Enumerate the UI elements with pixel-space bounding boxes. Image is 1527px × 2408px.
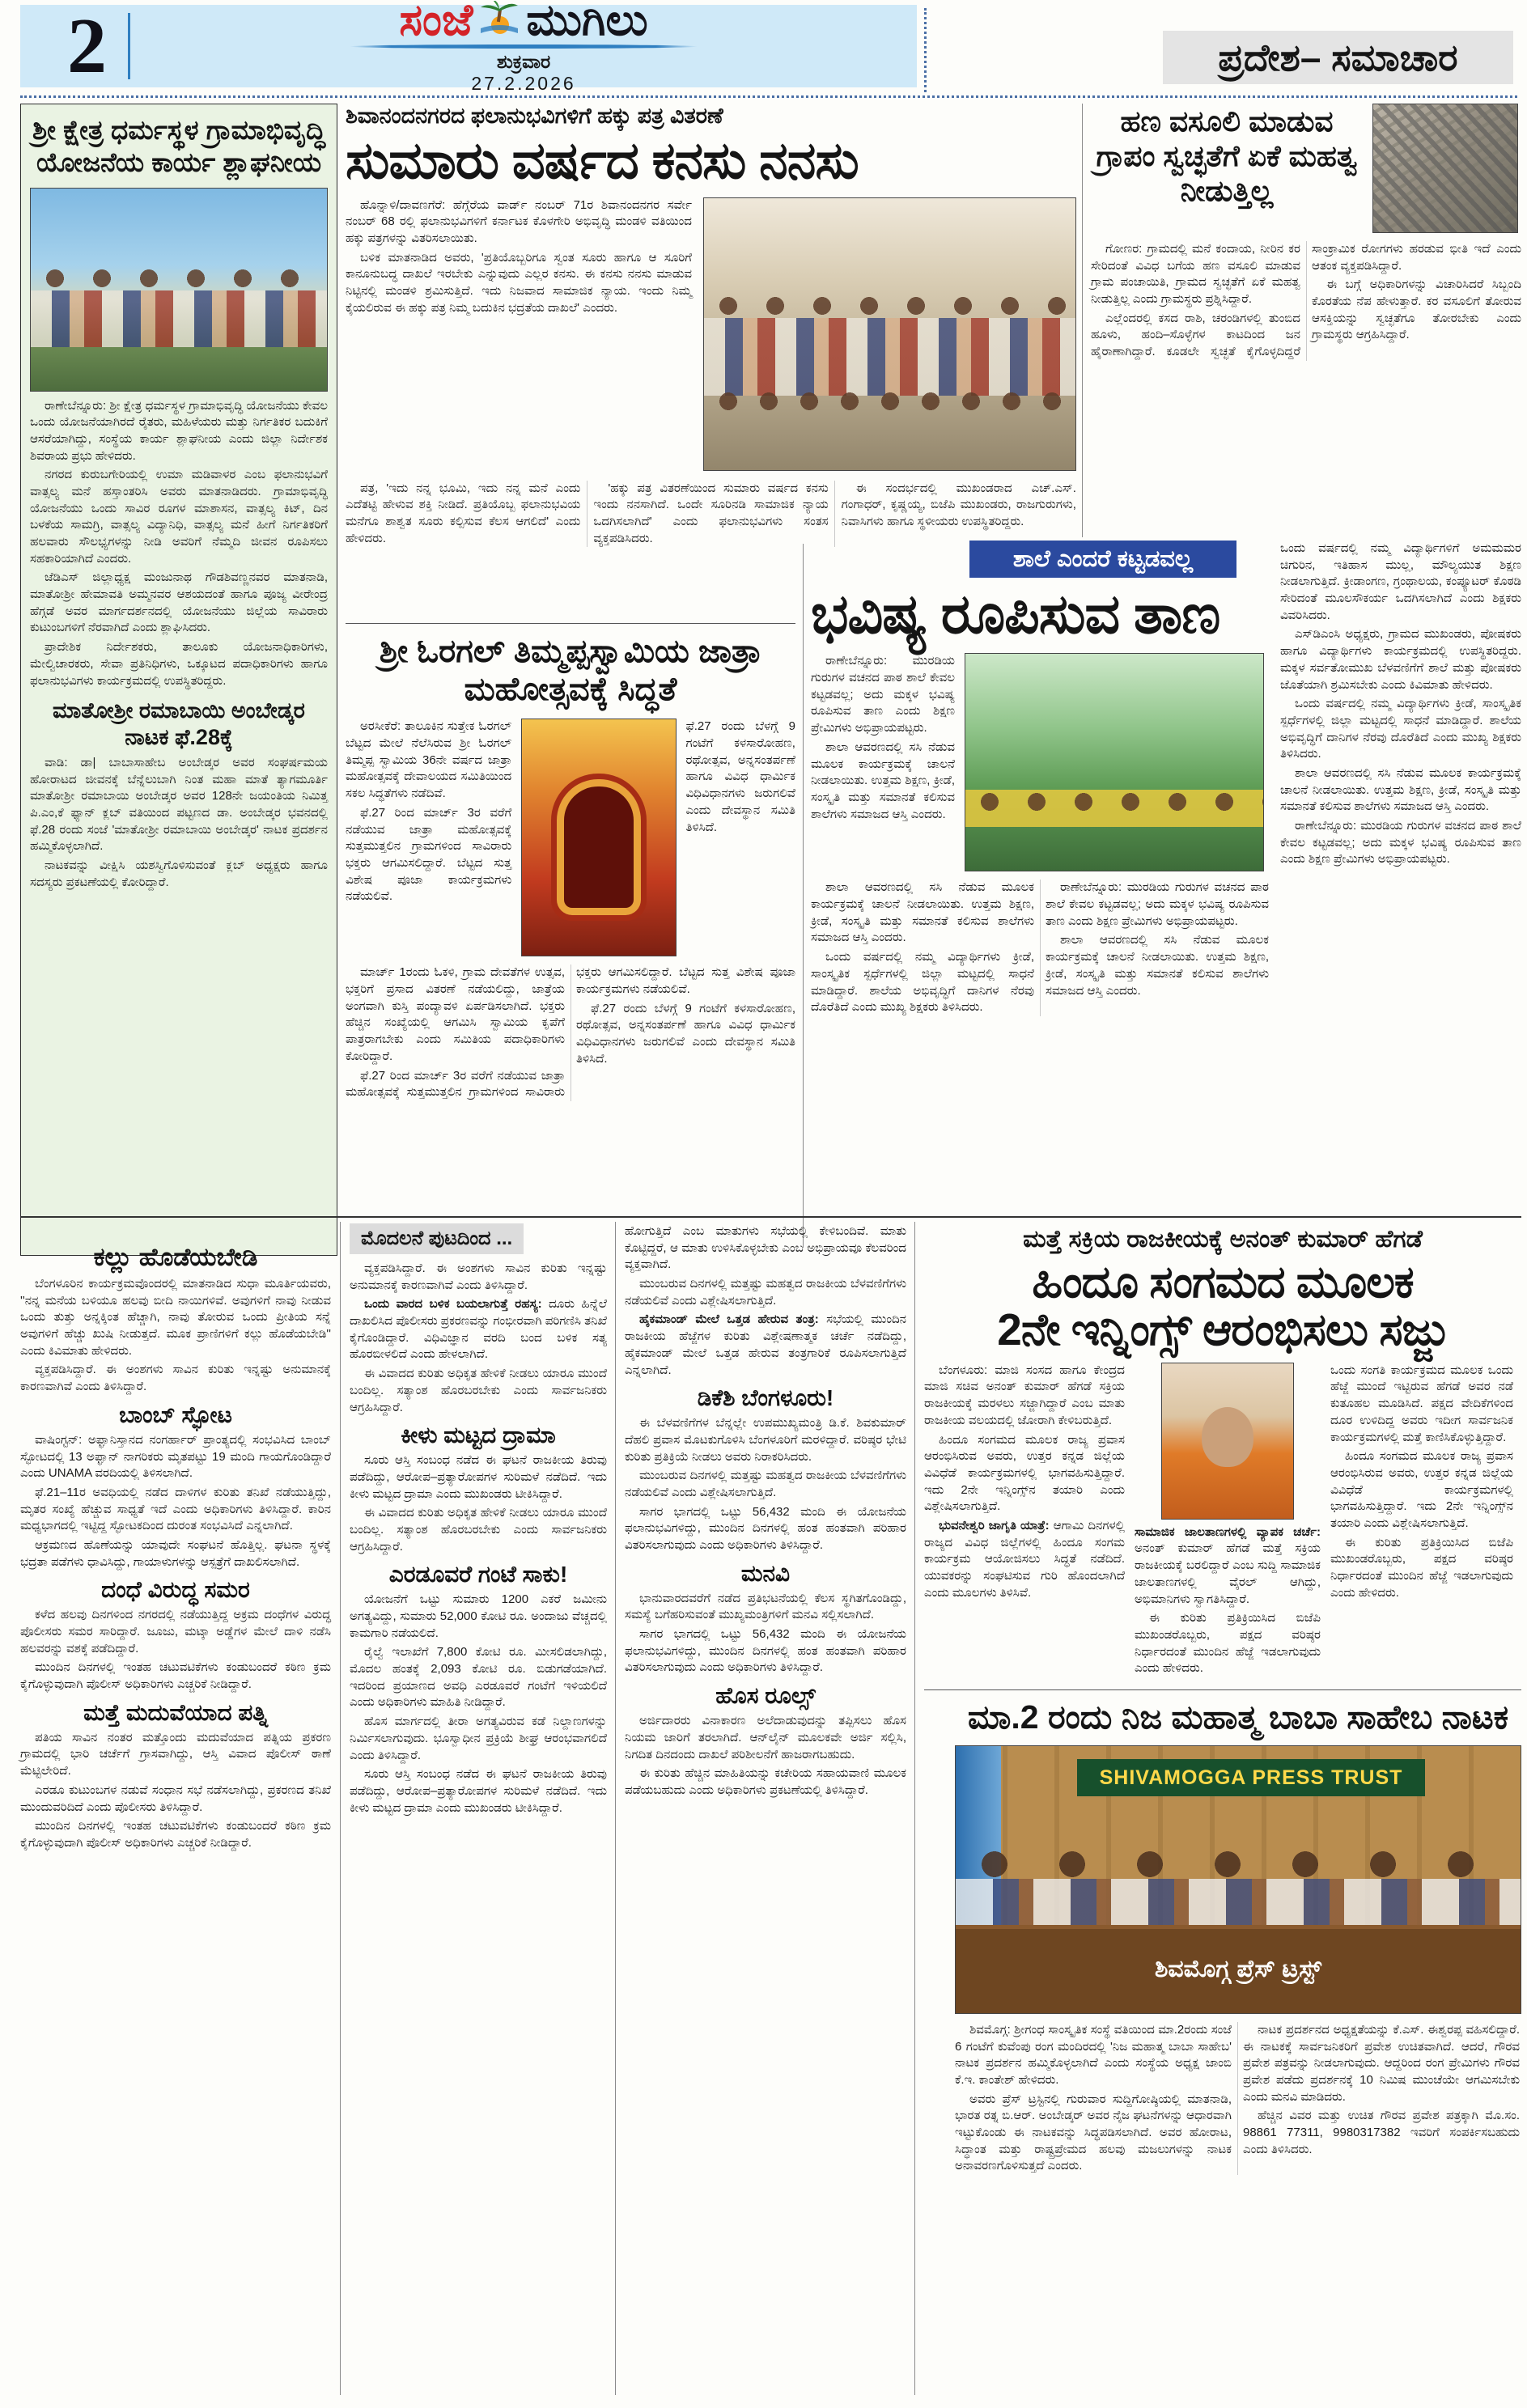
body-paragraph: ಈ ಸಂದರ್ಭದಲ್ಲಿ ಮುಖಂಡರಾದ ಎಚ್.ಎಸ್. ಗಂಗಾಧರ್, ಕೃಷ್ಣಯ್ಯ, ಬಿಜೆಪಿ ಮುಖಂಡರು, ರಾಜಗುರುಗಳು, ನಿವಾಸಿಗಳು ಹಾಗೂ ಸ್ಥಳೀಯರು ಉಪಸ್ಥಿತರಿದ್ದರು. [841,481,1076,528]
body-paragraph: ಸಾಗರ ಭಾಗದಲ್ಲಿ ಒಟ್ಟು 56,432 ಮಂದಿ ಈ ಯೋಜನೆಯ ಫಲಾನುಭವಿಗಳಿದ್ದು, ಮುಂದಿನ ದಿನಗಳಲ್ಲಿ ಹಂತ ಹಂತವಾಗಿ ಪರಿಹಾರ ವಿತರಿಸಲಾಗುವುದು ಎಂದು ಅಧಿಕಾರಿಗಳು ತಿಳಿಸಿದ್ದಾರೆ. [625,1627,906,1675]
body-paragraph: ಒಂದು ವರ್ಷದಲ್ಲಿ ನಮ್ಮ ವಿದ್ಯಾರ್ಥಿಗಳು ಕ್ರೀಡೆ, ಸಾಂಸ್ಕೃತಿಕ ಸ್ಪರ್ಧೆಗಳಲ್ಲಿ ಜಿಲ್ಲಾ ಮಟ್ಟದಲ್ಲಿ ಸಾಧನೆ ಮಾಡಿದ್ದಾರೆ. ಶಾಲೆಯ ಅಭಿವೃದ್ಧಿಗೆ ದಾನಿಗಳ ನೆರವು ದೊರೆತಿದೆ ಎಂದು ಮುಖ್ಯ ಶಿಕ್ಷಕರು ತಿಳಿಸಿದರು. [1280,697,1521,761]
publication-day: ಶುಕ್ರವಾರ [496,50,551,72]
body-paragraph: ಎರಡೂ ಕುಟುಂಬಗಳ ನಡುವೆ ಸಂಧಾನ ಸಭೆ ನಡೆಸಲಾಗಿದ್ದು, ಪ್ರಕರಣದ ತನಿಖೆ ಮುಂದುವರಿದಿದೆ ಎಂದು ಪೊಲೀಸರು ತಿಳಿಸಿದ್ದಾರೆ. [20,1783,331,1814]
headline-hana-vasuli: ಹಣ ವಸೂಲಿ ಮಾಡುವ ಗ್ರಾಪಂ ಸ್ವಚ್ಛತೆಗೆ ಏಕೆ ಮಹತ್ವ ನೀಡುತ್ತಿಲ್ಲ [1096,104,1358,208]
body-paragraph: ಹೆಚ್ಚಿನ ವಿವರ ಮತ್ತು ಉಚಿತ ಗೌರವ ಪ್ರವೇಶ ಪತ್ರಕ್ಕಾಗಿ ಮೊ.ಸಂ. 98861 77311, 9980317382 ಇವರಿಗೆ ಸಂಪರ್ಕಿಸಬಹುದು ಎಂದು ತಿಳಿಸಿದರು. [1243,2109,1520,2156]
masthead-dotted-divider [924,8,927,92]
body-pa ragraph: ಶಾಲಾ ಆವರಣದಲ್ಲಿ ಸಸಿ ನೆಡುವ ಮೂಲಕ ಕಾರ್ಯಕ್ರಮಕ್ಕೆ ಚಾಲನೆ ನೀಡಲಾಯಿತು. ಉತ್ತಮ ಶಿಕ್ಷಣ, ಕ್ರೀಡೆ, ಸಂಸ್ಕೃತಿ ಮತ್ತು ಸಮಾನತೆ ಕಲಿಸುವ ಶಾಲೆಗಳು ಸಮಾಜದ ಆಸ್ತಿ ಎಂದರು. [811,880,1034,945]
photo-deity-timmappa [521,719,676,956]
article-hana-vasuli [1091,104,1521,361]
body-paragraph: ರಾಣೇಬೆನ್ನೂರು: ಮುರಡಿಯ ಗುರುಗಳ ವಚನದ ಪಾಠ ಶಾಲೆ ಕೇವಲ ಕಟ್ಟಡವಲ್ಲ; ಅದು ಮಕ್ಕಳ ಭವಿಷ್ಯ ರೂಪಿಸುವ ತಾಣ ಎಂದು ಶಿಕ್ಷಣ ಪ್ರೇಮಿಗಳು ಅಭಿಪ್ರಾಯಪಟ್ಟರು. [1280,819,1521,867]
newspaper-logo [130,0,917,44]
body-paragraph: ಒಂದು ವರ್ಷದಲ್ಲಿ ನಮ್ಮ ವಿದ್ಯಾರ್ಥಿಗಳಿಗೆ ಅಮಮಮರ ಚಿಗುರಿನ, ಇತಿಹಾಸ ಮುಲ್ಲ, ಮೌಲ್ಯಯುತ ಶಿಕ್ಷಣ ನೀಡಲಾಗುತ್ತಿದೆ. ಕ್ರೀಡಾಂಗಣ, ಗ್ರಂಥಾಲಯ, ಕಂಪ್ಯೂಟರ್ ಕೊಠಡಿ ಸೇರಿದಂತೆ ಮೂಲಸೌಕರ್ಯ ಒದಗಿಸಲಾಗಿದೆ ಎಂದು ಶಿಕ್ಷಕರು ವಿವರಿಸಿದರು. [1280,541,1521,622]
baba-saheb-body [955,2022,1520,2175]
body-paragraph: ರಾಣೇಬೆನ್ನೂರು: ಶ್ರೀ ಕ್ಷೇತ್ರ ಧರ್ಮಸ್ಥಳ ಗ್ರಾಮಾಭಿವೃದ್ಧಿ ಯೋಜನೆಯು ಕೇವಲ ಒಂದು ಯೋಜನೆಯಾಗಿರದೆ ರೈತರು, ಮಹಿಳೆಯರು ಮತ್ತು ನಿರ್ಗತಿಕರ ಬದುಕಿಗೆ ಆಸರೆಯಾಗಿದ್ದು, ಸಂಸ್ಥೆಯ ಕಾರ್ಯ ಶ್ಲಾಘನೀಯ ಎಂದು ಜಿಲ್ಲಾ ನಿರ್ದೇಶಕ ಶಿವರಾಯ ಪ್ರಭು ಹೇಳಿದರು. [30,398,328,463]
column-rule [615,1222,616,2395]
logo-text-second: ಮುಗಿಲು [526,0,648,45]
body-paragraph: ಮುಂದಿನ ದಿನಗಳಲ್ಲಿ ಇಂತಹ ಚಟುವಟಿಕೆಗಳು ಕಂಡುಬಂದರೆ ಕಠಿಣ ಕ್ರಮ ಕೈಗೊಳ್ಳುವುದಾಗಿ ಪೊಲೀಸ್ ಅಧಿಕಾರಿಗಳು ಎಚ್ಚರಿಕೆ ನೀಡಿದ್ದಾರೆ. [20,1819,331,1850]
article-hakkupatra [346,104,1076,547]
body-paragraph: ಈ ಬಗ್ಗೆ ಅಧಿಕಾರಿಗಳನ್ನು ವಿಚಾರಿಸಿದರೆ ಸಿಬ್ಬಂದಿ ಕೊರತೆಯ ನೆಪ ಹೇಳುತ್ತಾರೆ. ಕರ ವಸೂಲಿಗೆ ತೋರುವ ಆಸಕ್ತಿಯನ್ನು ಸ್ವಚ್ಛತೆಗೂ ತೋರಬೇಕು ಎಂದು ಗ್ರಾಮಸ್ಥರು ಆಗ್ರಹಿಸಿದ್ದಾರೆ. [1312,278,1521,342]
body-paragraph: 'ಹಕ್ಕು ಪತ್ರ ವಿತರಣೆಯಿಂದ ಸುಮಾರು ವರ್ಷದ ಕನಸು ಇಂದು ನನಸಾಗಿದೆ. ಒಂದೇ ಸೂರಿನಡಿ ಸಾಮಾಜಿಕ ನ್ಯಾಯ ಒದಗಿಸಲಾಗಿದೆ' ಎಂದು ಫಲಾನುಭವಿಗಳು ಸಂತಸ ವ್ಯಕ್ತಪಡಿಸಿದರು. [593,481,829,545]
photo-vatsalya-house-handover [30,188,328,392]
body-paragraph: ಈ ಕುರಿತು ಪ್ರತಿಕ್ರಿಯಿಸಿದ ಬಿಜೆಪಿ ಮುಖಂಡರೊಬ್ಬರು, ಪಕ್ಷದ ವರಿಷ್ಠರ ನಿರ್ಧಾರದಂತೆ ಮುಂದಿನ ಹೆಜ್ಜೆ ಇಡಲಾಗುವುದು ಎಂದು ಹೇಳಿದರು. [1330,1535,1513,1600]
top-dotted-rule [20,95,1517,98]
column-rule [914,1222,915,2395]
headline-baba-saheb: ಮಾ.2 ರಂದು ನಿಜ ಮಹಾತ್ಮ ಬಾಬಾ ಸಾಹೇಬ ನಾಟಕ [967,1698,1509,1736]
body-paragraph: ವ್ಯಕ್ತಪಡಿಸಿದ್ದಾರೆ. ಈ ಅಂಶಗಳು ಸಾವಿನ ಕುರಿತು ಇನ್ನಷ್ಟು ಅನುಮಾನಕ್ಕೆ ಕಾರಣವಾಗಿವೆ ಎಂದು ತಿಳಿಸಿದ್ದಾರೆ. [350,1261,607,1292]
body-paragraph: ಹೋಗುತ್ತಿದೆ ಎಂಬ ಮಾತುಗಳು ಸಭೆಯಲ್ಲಿ ಕೇಳಿಬಂದಿವೆ. ಮಾತು ಕೊಟ್ಟಿದ್ದರೆ, ಆ ಮಾತು ಉಳಿಸಿಕೊಳ್ಳಬೇಕು ಎಂಬ ಅಭಿಪ್ರಾಯವೂ ಕೆಲವರಿಂದ ವ್ಯಕ್ತವಾಗಿದೆ. [625,1224,906,1272]
body-paragraph: ಸಾಗರ ಭಾಗದಲ್ಲಿ ಒಟ್ಟು 56,432 ಮಂದಿ ಈ ಯೋಜನೆಯ ಫಲಾನುಭವಿಗಳಿದ್ದು, ಮುಂದಿನ ದಿನಗಳಲ್ಲಿ ಹಂತ ಹಂತವಾಗಿ ಪರಿಹಾರ ವಿತರಿಸಲಾಗುವುದು ಎಂದು ಅಧಿಕಾರಿಗಳು ತಿಳಿಸಿದ್ದಾರೆ. [625,1504,906,1552]
logo-text-first: ಸಂಜೆ [399,0,473,45]
body-paragraph: ಬಳಿಕ ಮಾತನಾಡಿದ ಅವರು, 'ಪ್ರತಿಯೊಬ್ಬರಿಗೂ ಸ್ವಂತ ಸೂರು ಹಾಗೂ ಆ ಸೂರಿಗೆ ಕಾನೂನುಬದ್ಧ ದಾಖಲೆ ಇರಬೇಕು ಎನ್ನುವುದು ಎಲ್ಲರ ಕನಸು. ಈ ಕನಸು ನನಸು ಮಾಡುವ ನಿಟ್ಟಿನಲ್ಲಿ ಮಂಡಳಿ ಶ್ರಮಿಸುತ್ತಿದೆ. ಇದು ನಿಜವಾದ ಸಾಮಾಜಿಕ ನ್ಯಾಯ. ಇಂದು ನಿಮ್ಮ ಕೈಯಲಿರುವ ಈ ಹಕ್ಕು ಪತ್ರ ನಿಮ್ಮ ಬದುಕಿನ ಭದ್ರತೆಯ ದಾಖಲೆ' ಎಂದರು. [346,250,692,315]
subhead-maduve-pathni: ಮತ್ತೆ ಮದುವೆಯಾದ ಪತ್ನಿ [83,1699,268,1725]
body-paragraph: ಫೆ.27 ರಂದು ಬೆಳಗ್ಗೆ 9 ಗಂಟೆಗೆ ಕಳಸಾರೋಹಣ, ರಥೋತ್ಸವ, ಅನ್ನಸಂತರ್ಪಣೆ ಹಾಗೂ ವಿವಿಧ ಧಾರ್ಮಿಕ ವಿಧಿವಿಧಾನಗಳು ಜರುಗಲಿವೆ ಎಂದು ದೇವಸ್ಥಾನ ಸಮಿತಿ ತಿಳಿಸಿದೆ. [576,1001,795,1066]
body-paragraph: ಒಂದು ವರ್ಷದಲ್ಲಿ ನಮ್ಮ ವಿದ್ಯಾರ್ಥಿಗಳು ಕ್ರೀಡೆ, ಸಾಂಸ್ಕೃತಿಕ ಸ್ಪರ್ಧೆಗಳಲ್ಲಿ ಜಿಲ್ಲಾ ಮಟ್ಟದಲ್ಲಿ ಸಾಧನೆ ಮಾಡಿದ್ದಾರೆ. ಶಾಲೆಯ ಅಭಿವೃದ್ಧಿಗೆ ದಾನಿಗಳ ನೆರವು ದೊರೆತಿದೆ ಎಂದು ಮುಖ್ಯ ಶಿಕ್ಷಕರು ತಿಳಿಸಿದರು. [811,950,1034,1015]
publication-date: 27.2.2026 [471,72,576,94]
body-paragraph: ಎಸ್‌ಡಿಎಂಸಿ ಅಧ್ಯಕ್ಷರು, ಗ್ರಾಮದ ಮುಖಂಡರು, ಪೋಷಕರು ಹಾಗೂ ವಿದ್ಯಾರ್ಥಿಗಳು ಕಾರ್ಯಕ್ರಮದಲ್ಲಿ ಉಪಸ್ಥಿತರಿದ್ದರು. ಮಕ್ಕಳ ಸರ್ವತೋಮುಖ ಬೆಳವಣಿಗೆಗೆ ಶಾಲೆ ಮತ್ತು ಪೋಷಕರು ಜೊತೆಯಾಗಿ ಶ್ರಮಿಸಬೇಕು ಎಂದು ಕಿವಿಮಾತು ಹೇಳಿದರು. [1280,627,1521,692]
bold-lead: ಒಂದು ವಾರದ ಬಳಿಕ ಬಯಲಾಗುತ್ತೆ ರಹಸ್ಯ: [364,1297,542,1312]
masthead [20,0,917,94]
body-paragraph: ಬೆಂಗಳೂರು: ಮಾಜಿ ಸಂಸದ ಹಾಗೂ ಕೇಂದ್ರದ ಮಾಜಿ ಸಚಿವ ಅನಂತ್ ಕುಮಾರ್ ಹೆಗಡೆ ಸಕ್ರಿಯ ರಾಜಕೀಯಕ್ಕೆ ಮರಳಲು ಸಜ್ಜಾಗಿದ್ದಾರೆ ಎಂಬ ಮಾತು ರಾಜಕೀಯ ವಲಯದಲ್ಲಿ ಜೋರಾಗಿ ಕೇಳಿಬರುತ್ತಿದೆ. [924,1363,1125,1427]
body-paragraph: ಭುವನೇಶ್ವರಿ ಜಾಗೃತಿ ಯಾತ್ರೆ: ಆಗಾಮಿ ದಿನಗಳಲ್ಲಿ ರಾಜ್ಯದ ವಿವಿಧ ಜಿಲ್ಲೆಗಳಲ್ಲಿ ಹಿಂದೂ ಸಂಗಮ ಕಾರ್ಯಕ್ರಮ ಆಯೋಜಿಸಲು ಸಿದ್ಧತೆ ನಡೆದಿದೆ. ಯುವಕರನ್ನು ಸಂಘಟಿಸುವ ಗುರಿ ಹೊಂದಲಾಗಿದೆ ಎಂದು ಮೂಲಗಳು ತಿಳಿಸಿವೆ. [924,1518,1125,1600]
subhead-eraduvare-gante: ಎರಡೂವರೆ ಗಂಟೆ ಸಾಕು! [388,1562,568,1588]
body-paragraph: ಹಿಂದೂ ಸಂಗಮದ ಮೂಲಕ ರಾಜ್ಯ ಪ್ರವಾಸ ಆರಂಭಿಸಿರುವ ಅವರು, ಉತ್ತರ ಕನ್ನಡ ಜಿಲ್ಲೆಯ ವಿವಿಧೆಡೆ ಕಾರ್ಯಕ್ರಮಗಳಲ್ಲಿ ಭಾಗವಹಿಸುತ್ತಿದ್ದಾರೆ. ಇದು 2ನೇ ಇನ್ನಿಂಗ್ಸ್‌ನ ತಯಾರಿ ಎಂದು ವಿಶ್ಲೇಷಿಸಲಾಗುತ್ತಿದೆ. [1330,1449,1513,1530]
kicker-hegde: ಮತ್ತೆ ಸಕ್ರಿಯ ರಾಜಕೀಯಕ್ಕೆ ಅನಂತ್ ಕುಮಾರ್ ಹೆಗಡೆ [1023,1226,1423,1253]
body-paragraph: ಮಾರ್ಚ್ 1ರಂದು ಓಕಳಿ, ಗ್ರಾಮ ದೇವತೆಗಳ ಉತ್ಸವ, ಭಕ್ತರಿಗೆ ಪ್ರಸಾದ ವಿತರಣೆ ನಡೆಯಲಿದ್ದು, ಜಾತ್ರೆಯ ಅಂಗವಾಗಿ ಕುಸ್ತಿ ಪಂದ್ಯಾವಳಿ ಏರ್ಪಡಿಸಲಾಗಿದೆ. ಭಕ್ತರು ಹೆಚ್ಚಿನ ಸಂಖ್ಯೆಯಲ್ಲಿ ಆಗಮಿಸಿ ಸ್ವಾಮಿಯ ಕೃಪೆಗೆ ಪಾತ್ರರಾಗಬೇಕು ಎಂದು ಸಮಿತಿಯ ಪದಾಧಿಕಾರಿಗಳು ಕೋರಿದ್ದಾರೆ. [346,965,565,1063]
body-paragraph: ಮುಂಬರುವ ದಿನಗಳಲ್ಲಿ ಮತ್ತಷ್ಟು ಮಹತ್ವದ ರಾಜಕೀಯ ಬೆಳವಣಿಗೆಗಳು ನಡೆಯಲಿವೆ ಎಂದು ವಿಶ್ಲೇಷಿಸಲಾಗುತ್ತಿದೆ. [625,1469,906,1499]
body-paragraph: ಅರಸೀಕೆರೆ: ತಾಲೂಕಿನ ಸುತ್ತೇಕ ಓರಗಲ್ ಬೆಟ್ಟದ ಮೇಲೆ ನೆಲೆಸಿರುವ ಶ್ರೀ ಓರಗಲ್ ತಿಮ್ಮಪ್ಪ ಸ್ವಾಮಿಯ 36ನೇ ವರ್ಷದ ಜಾತ್ರಾ ಮಹೋತ್ಸವಕ್ಕೆ ದೇವಾಲಯದ ಸಮಿತಿಯಿಂದ ಸಕಲ ಸಿದ್ಧತೆಗಳು ನಡೆದಿವೆ. [346,719,512,801]
headline-oragal: ಶ್ರೀ ಓರಗಲ್ ತಿಮ್ಮಪ್ಪಸ್ವಾಮಿಯ ಜಾತ್ರಾ ಮಹೋತ್ಸವಕ್ಕೆ ಸಿದ್ಧತೆ [379,634,762,708]
body-paragraph: ಫೆ.27 ರಿಂದ ಮಾರ್ಚ್ 3ರ ವರೆಗೆ ನಡೆಯುವ ಜಾತ್ರಾ ಮಹೋತ್ಸವಕ್ಕೆ ಸುತ್ತಮುತ್ತಲಿನ ಗ್ರಾಮಗಳಿಂದ ಸಾವಿರಾರು ಭಕ್ತರು ಆಗಮಿಸಲಿದ್ದಾರೆ. ಬೆಟ್ಟದ ಸುತ್ತ ವಿಶೇಷ ಪೂಜಾ ಕಾರ್ಯಕ್ರಮಗಳು ನಡೆಯಲಿವೆ. [346,805,512,904]
badge-shale-kattadavalla: ಶಾಲೆ ಎಂದರೆ ಕಟ್ಟಡವಲ್ಲ [969,541,1236,578]
photo-school-sapling-event [965,653,1264,871]
photo-press-conference [955,1745,1521,2014]
body-paragraph: ಈ ವಿವಾದದ ಕುರಿತು ಅಧಿಕೃತ ಹೇಳಿಕೆ ನೀಡಲು ಯಾರೂ ಮುಂದೆ ಬಂದಿಲ್ಲ. ಸತ್ಯಾಂಶ ಹೊರಬರಬೇಕು ಎಂದು ಸಾರ್ವಜನಿಕರು ಆಗ್ರಹಿಸಿದ್ದಾರೆ. [350,1506,607,1554]
bold-lead: ಭುವನೇಶ್ವರಿ ಜಾಗೃತಿ ಯಾತ್ರೆ: [939,1518,1050,1533]
press-desk-label: ಶಿವಮೊಗ್ಗ ಪ್ರೆಸ್ ಟ್ರಸ್ಟ್ [956,1925,1521,2013]
bhavishya-right-column [1280,541,1521,871]
section-rule [346,623,795,624]
body-paragraph: ಈ ಕುರಿತು ಹೆಚ್ಚಿನ ಮಾಹಿತಿಯನ್ನು ಕಚೇರಿಯ ಸಹಾಯವಾಣಿ ಮೂಲಕ ಪಡೆಯಬಹುದು ಎಂದು ಅಧಿಕಾರಿಗಳು ಪ್ರಕಟಣೆಯಲ್ಲಿ ತಿಳಿಸಿದ್ದಾರೆ. [625,1766,906,1797]
bottom-column-a [20,1236,331,1855]
body-paragraph: ಈ ಕುರಿತು ಪ್ರತಿಕ್ರಿಯಿಸಿದ ಬಿಜೆಪಿ ಮುಖಂಡರೊಬ್ಬರು, ಪಕ್ಷದ ವರಿಷ್ಠರ ನಿರ್ಧಾರದಂತೆ ಮುಂದಿನ ಹೆಜ್ಜೆ ಇಡಲಾಗುವುದು ಎಂದು ಹೇಳಿದರು. [1135,1611,1321,1676]
body-paragraph: ನಗರದ ಕುರುಬಗೇರಿಯಲ್ಲಿ ಉಮಾ ಮಡಿವಾಳರ ಎಂಬ ಫಲಾನುಭವಿಗೆ ವಾತ್ಸಲ್ಯ ಮನೆ ಹಸ್ತಾಂತರಿಸಿ ಅವರು ಮಾತನಾಡಿದರು. ಗ್ರಾಮಾಭಿವೃದ್ಧಿ ಯೋಜನೆಯು ಒಂದು ಸಾವಿರ ರೂಗಳ ಮಾಶಾಸನ, ವಾತ್ಸಲ್ಯ ಕಿಟ್, ದಿನ ಬಳಕೆಯ ಸಾಮಗ್ರಿ, ವಾತ್ಸಲ್ಯ ವಿದ್ಯಾನಿಧಿ, ವಾತ್ಸಲ್ಯ ಮನೆ ಹೀಗೆ ನಿರ್ಗತಿಕರಿಗೆ ಹಲವಾರು ಸೌಲಭ್ಯಗಳನ್ನು ನೀಡಿ ಅವರಿಗೆ ನೆಮ್ಮದಿ ಜೀವನ ರೂಪಿಸಲು ಸಹಕಾರಿಯಾಗಿದೆ ಎಂದರು. [30,468,328,566]
article-oragal-jatra [346,633,795,1101]
photo-anant-kumar-hegde [1161,1363,1294,1520]
body-paragraph: ಅರ್ಜಿದಾರರು ವಿನಾಕಾರಣ ಅಲೆದಾಡುವುದನ್ನು ತಪ್ಪಿಸಲು ಹೊಸ ನಿಯಮ ಜಾರಿಗೆ ತರಲಾಗಿದೆ. ಆನ್‌ಲೈನ್ ಮೂಲಕವೇ ಅರ್ಜಿ ಸಲ್ಲಿಸಿ, ನಿಗದಿತ ದಿನದಂದು ದಾಖಲೆ ಪರಿಶೀಲನೆಗೆ ಹಾಜರಾಗಬಹುದು. [625,1714,906,1761]
subhead-dandhe-samara: ದಂಧೆ ವಿರುದ್ಧ ಸಮರ [101,1577,250,1603]
subhead-manavi: ಮನವಿ [740,1560,791,1586]
subhead-keelu-drama: ಕೀಳು ಮಟ್ಟದ ದ್ರಾಮಾ [401,1422,556,1448]
headline-hindu-sangama: ಹಿಂದೂ ಸಂಗಮದ ಮೂಲಕ 2ನೇ ಇನ್ನಿಂಗ್ಸ್ ಆರಂಭಿಸಲು ಸಜ್ಜು [997,1257,1449,1355]
photo-garbage-heap [1372,104,1518,233]
photo-certificate-distribution [703,197,1076,471]
article-bhavishya [811,541,1521,1016]
body-paragraph: ಪತ್ರ, 'ಇದು ನನ್ನ ಭೂಮಿ, ಇದು ನನ್ನ ಮನೆ ಎಂದು ಎದೆತಟ್ಟಿ ಹೇಳುವ ಶಕ್ತಿ ನೀಡಿದೆ. ಪ್ರತಿಯೊಬ್ಬ ಫಲಾನುಭವಿಯ ಮನೆಗೂ ಶಾಶ್ವತ ಸೂರು ಕಲ್ಪಿಸುವ ಕೆಲಸ ಆಗಲಿದೆ' ಎಂದು ಹೇಳಿದರು. [346,481,581,545]
body-paragraph: ಯೋಜನೆಗೆ ಒಟ್ಟು ಸುಮಾರು 1200 ಎಕರೆ ಜಮೀನು ಅಗತ್ಯವಿದ್ದು, ಸುಮಾರು 52,000 ಕೋಟಿ ರೂ. ಅಂದಾಜು ವೆಚ್ಚದಲ್ಲಿ ಕಾಮಗಾರಿ ನಡೆಯಲಿದೆ. [350,1592,607,1640]
bold-lead: ಹೈಕಮಾಂಡ್ ಮೇಲೆ ಒತ್ತಡ ಹೇರುವ ತಂತ್ರ: [639,1312,819,1327]
subhead-bomb-blast: ಬಾಂಬ್ ಸ್ಫೋಟ [119,1401,232,1427]
body-paragraph: ಸೂರು ಆಸ್ತಿ ಸಂಬಂಧ ನಡೆದ ಈ ಘಟನೆ ರಾಜಕೀಯ ತಿರುವು ಪಡೆದಿದ್ದು, ಆರೋಪ–ಪ್ರತ್ಯಾರೋಪಗಳ ಸುರಿಮಳೆ ನಡೆದಿದೆ. ಇದು ಕೀಳು ಮಟ್ಟದ ದ್ರಾಮಾ ಎಂದು ಮುಖಂಡರು ಟೀಕಿಸಿದ್ದಾರೆ. [350,1453,607,1501]
body-paragraph: ಸೂರು ಆಸ್ತಿ ಸಂಬಂಧ ನಡೆದ ಈ ಘಟನೆ ರಾಜಕೀಯ ತಿರುವು ಪಡೆದಿದ್ದು, ಆರೋಪ–ಪ್ರತ್ಯಾರೋಪಗಳ ಸುರಿಮಳೆ ನಡೆದಿದೆ. ಇದು ಕೀಳು ಮಟ್ಟದ ದ್ರಾಮಾ ಎಂದು ಮುಖಂಡರು ಟೀಕಿಸಿದ್ದಾರೆ. [350,1767,607,1815]
body-paragraph: ಹೊಸ ಮಾರ್ಗದಲ್ಲಿ ತೀರಾ ಅಗತ್ಯವಿರುವ ಕಡೆ ನಿಲ್ದಾಣಗಳನ್ನು ನಿರ್ಮಿಸಲಾಗುವುದು. ಭೂಸ್ವಾಧೀನ ಪ್ರಕ್ರಿಯೆ ಶೀಘ್ರ ಆರಂಭವಾಗಲಿದೆ ಎಂದು ತಿಳಿಸಿದ್ದಾರೆ. [350,1715,607,1762]
hindu-sangama-body [924,1363,1521,1680]
body-paragraph: ಫೆ.21–11ರ ಅವಧಿಯಲ್ಲಿ ನಡೆದ ದಾಳಿಗಳ ಕುರಿತು ತನಿಖೆ ನಡೆಯುತ್ತಿದ್ದು, ಮೃತರ ಸಂಖ್ಯೆ ಹೆಚ್ಚುವ ಸಾಧ್ಯತೆ ಇದೆ ಎಂದು ಅಧಿಕಾರಿಗಳು ತಿಳಿಸಿದ್ದಾರೆ. ಕಾರಿನ ಮಧ್ಯಭಾಗದಲ್ಲಿ ಇಟ್ಟಿದ್ದ ಸ್ಫೋಟಕದಿಂದ ದುರಂತ ಸಂಭವಿಸಿದೆ ಎನ್ನಲಾಗಿದೆ. [20,1485,331,1533]
bottom-column-b [350,1223,607,1819]
body-paragraph: ಎಲ್ಲೆಂದರಲ್ಲಿ ಕಸದ ರಾಶಿ, ಚರಂಡಿಗಳಲ್ಲಿ ತುಂಬಿದ ಹೂಳು, ಹಂದಿ–ಸೊಳ್ಳೆಗಳ ಕಾಟದಿಂದ ಜನ ಹೈರಾಣಾಗಿದ್ದಾರೆ. ಕೂಡಲೇ ಸ್ವಚ್ಛತೆ ಕೈಗೊಳ್ಳದಿದ್ದರೆ ಸಾಂಕ್ರಾಮಿಕ ರೋಗಗಳು ಹರಡುವ ಭೀತಿ ಇದೆ ಎಂದು ಆತಂಕ ವ್ಯಕ್ತಪಡಿಸಿದ್ದಾರೆ. [1091,242,1521,359]
body-paragraph: ಪ್ರಾದೇಶಿಕ ನಿರ್ದೇಶಕರು, ತಾಲೂಕು ಯೋಜನಾಧಿಕಾರಿಗಳು, ಮೇಲ್ವಿಚಾರಕರು, ಸೇವಾ ಪ್ರತಿನಿಧಿಗಳು, ಒಕ್ಕೂಟದ ಪದಾಧಿಕಾರಿಗಳು ಹಾಗೂ ಫಲಾನುಭವಿಗಳು ಕಾರ್ಯಕ್ರಮದಲ್ಲಿ ಉಪಸ್ಥಿತರಿದ್ದರು. [30,640,328,688]
body-paragraph: ಈ ವಿವಾದದ ಕುರಿತು ಅಧಿಕೃತ ಹೇಳಿಕೆ ನೀಡಲು ಯಾರೂ ಮುಂದೆ ಬಂದಿಲ್ಲ. ಸತ್ಯಾಂಶ ಹೊರಬರಬೇಕು ಎಂದು ಸಾರ್ವಜನಿಕರು ಆಗ್ರಹಿಸಿದ್ದಾರೆ. [350,1367,607,1414]
body-paragraph: ಸಾಮಾಜಿಕ ಜಾಲತಾಣಗಳಲ್ಲಿ ವ್ಯಾಪಕ ಚರ್ಚೆ: ಅನಂತ್ ಕುಮಾರ್ ಹೆಗಡೆ ಮತ್ತೆ ಸಕ್ರಿಯ ರಾಜಕೀಯಕ್ಕೆ ಬರಲಿದ್ದಾರೆ ಎಂಬ ಸುದ್ದಿ ಸಾಮಾಜಿಕ ಜಾಲತಾಣಗಳಲ್ಲಿ ವೈರಲ್ ಆಗಿದ್ದು, ಅಭಿಮಾನಿಗಳು ಸ್ವಾಗತಿಸಿದ್ದಾರೆ. [1135,1524,1321,1606]
body-paragraph: ಹೊನ್ನಾಳಿ/ದಾವಣಗೆರೆ: ಹೆಗ್ಗೆರೆಯ ವಾರ್ಡ್ ನಂಬರ್ 71ರ ಶಿವಾನಂದನಗರ ಸರ್ವೇ ನಂಬರ್ 68 ರಲ್ಲಿ ಫಲಾನುಭವಿಗಳಿಗೆ ಕರ್ನಾಟಕ ಕೊಳಗೇರಿ ಅಭಿವೃದ್ಧಿ ಮಂಡಳಿ ವತಿಯಿಂದ ಹಕ್ಕು ಪತ್ರಗಳನ್ನು ವಿತರಿಸಲಾಯಿತು. [346,197,692,245]
column-rule [803,544,804,1248]
body-paragraph: ಮುಂಬರುವ ದಿನಗಳಲ್ಲಿ ಮತ್ತಷ್ಟು ಮಹತ್ವದ ರಾಜಕೀಯ ಬೆಳವಣಿಗೆಗಳು ನಡೆಯಲಿವೆ ಎಂದು ವಿಶ್ಲೇಷಿಸಲಾಗುತ್ತಿದೆ. [625,1277,906,1308]
body-paragraph: ನಾಟಕವನ್ನು ವೀಕ್ಷಿಸಿ ಯಶಸ್ವಿಗೊಳಿಸುವಂತೆ ಕ್ಲಬ್ ಅಧ್ಯಕ್ಷರು ಹಾಗೂ ಸದಸ್ಯರು ಪ್ರಕಟಣೆಯಲ್ಲಿ ಕೋರಿದ್ದಾರೆ. [30,858,328,889]
section-header: ಪ್ರದೇಶ– ಸಮಾಚಾರ [1163,31,1513,84]
body-paragraph: ಬೆಂಗಳೂರಿನ ಕಾರ್ಯಕ್ರಮವೊಂದರಲ್ಲಿ ಮಾತನಾಡಿದ ಸುಧಾ ಮೂರ್ತಿಯವರು, ''ನನ್ನ ಮನೆಯ ಬಳಿಯೂ ಹಲವು ಬೀದಿ ನಾಯಿಗಳಿವೆ. ಅವುಗಳಿಗೆ ನಾವು ನೀಡುವ ಒಂದು ತುತ್ತು ಅನ್ನಕ್ಕಿಂತ ಹೆಚ್ಚಾಗಿ, ನಾವು ತೋರುವ ಒಂದು ಪ್ರೀತಿಯ ಸನ್ನೆ ಅವುಗಳಿಗೆ ಹೆಚ್ಚು ಖುಷಿ ನೀಡುತ್ತದೆ. ಮೂಕ ಪ್ರಾಣಿಗಳಿಗೆ ಕಲ್ಲು ಹೊಡೆಯಬೇಡಿ'' ಎಂದು ಕಿವಿಮಾತು ಹೇಳಿದರು. [20,1277,331,1358]
body-paragraph: ರಾಣೇಬೆನ್ನೂರು: ಮುರಡಿಯ ಗುರುಗಳ ವಚನದ ಪಾಠ ಶಾಲೆ ಕೇವಲ ಕಟ್ಟಡವಲ್ಲ; ಅದು ಮಕ್ಕಳ ಭವಿಷ್ಯ ರೂಪಿಸುವ ತಾಣ ಎಂದು ಶಿಕ್ಷಣ ಪ್ರೇಮಿಗಳು ಅಭಿಪ್ರಾಯಪಟ್ಟರು. [811,654,955,736]
body-paragraph: ಶಾಲಾ ಆವರಣದಲ್ಲಿ ಸಸಿ ನೆಡುವ ಮೂಲಕ ಕಾರ್ಯಕ್ರಮಕ್ಕೆ ಚಾಲನೆ ನೀಡಲಾಯಿತು. ಉತ್ತಮ ಶಿಕ್ಷಣ, ಕ್ರೀಡೆ, ಸಂಸ್ಕೃತಿ ಮತ್ತು ಸಮಾನತೆ ಕಲಿಸುವ ಶಾಲೆಗಳು ಸಮಾಜದ ಆಸ್ತಿ ಎಂದರು. [1280,765,1521,814]
headline-hakkupatra: ಸುಮಾರು ವರ್ಷದ ಕನಸು ನನಸು [346,131,859,190]
section-rule [924,1689,1521,1690]
body-paragraph: ವಾಷಿಂಗ್ಟನ್: ಅಫ್ಘಾನಿಸ್ತಾನದ ನಂಗರ್ಹಾರ್ ಪ್ರಾಂತ್ಯದಲ್ಲಿ ಸಂಭವಿಸಿದ ಬಾಂಬ್ ಸ್ಫೋಟದಲ್ಲಿ 13 ಅಫ್ಘಾನ್ ನಾಗರಿಕರು ಮೃತಪಟ್ಟು 19 ಮಂದಿ ಗಾಯಗೊಂಡಿದ್ದಾರೆ ಎಂದು UNAMA ವರದಿಯಲ್ಲಿ ತಿಳಿಸಲಾಗಿದೆ. [20,1432,331,1481]
bottom-column-d [924,1226,1521,2175]
body-paragraph: ಫೆ.27 ರಂದು ಬೆಳಗ್ಗೆ 9 ಗಂಟೆಗೆ ಕಳಸಾರೋಹಣ, ರಥೋತ್ಸವ, ಅನ್ನಸಂತರ್ಪಣೆ ಹಾಗೂ ವಿವಿಧ ಧಾರ್ಮಿಕ ವಿಧಿವಿಧಾನಗಳು ಜರುಗಲಿವೆ ಎಂದು ದೇವಸ್ಥಾನ ಸಮಿತಿ ತಿಳಿಸಿದೆ. [685,719,795,834]
body-paragraph: ಶಿವಮೊಗ್ಗ: ಶ್ರೀಗಂಧ ಸಾಂಸ್ಕೃತಿಕ ಸಂಸ್ಥೆ ವತಿಯಿಂದ ಮಾ.2ರಂದು ಸಂಜೆ 6 ಗಂಟೆಗೆ ಕುವೆಂಪು ರಂಗ ಮಂದಿರದಲ್ಲಿ 'ನಿಜ ಮಹಾತ್ಮ ಬಾಬಾ ಸಾಹೇಬ' ನಾಟಕ ಪ್ರದರ್ಶನ ಹಮ್ಮಿಕೊಳ್ಳಲಾಗಿದೆ ಎಂದು ಸಂಸ್ಥೆಯ ಅಧ್ಯಕ್ಷ ಜಾಂಬಿ ಕೆ.ಇ. ಕಾಂತೇಶ್ ಹೇಳಿದರು. [955,2022,1232,2088]
body-paragraph: ಗೋಣರ: ಗ್ರಾಮದಲ್ಲಿ ಮನೆ ಕಂದಾಯ, ನೀರಿನ ಕರ ಸೇರಿದಂತೆ ವಿವಿಧ ಬಗೆಯ ಹಣ ವಸೂಲಿ ಮಾಡುವ ಗ್ರಾಮ ಪಂಚಾಯಿತಿ, ಗ್ರಾಮದ ಸ್ವಚ್ಛತೆಗೆ ಏಕೆ ಮಹತ್ವ ನೀಡುತ್ತಿಲ್ಲ ಎಂದು ಗ್ರಾಮಸ್ಥರು ಪ್ರಶ್ನಿಸಿದ್ದಾರೆ. [1091,242,1300,307]
body-paragraph: ಅವರು ಪ್ರೆಸ್ ಟ್ರಸ್ಟಿನಲ್ಲಿ ಗುರುವಾರ ಸುದ್ದಿಗೋಷ್ಠಿಯಲ್ಲಿ ಮಾತನಾಡಿ, ಭಾರತ ರತ್ನ ಬಿ.ಆರ್. ಅಂಬೇಡ್ಕರ್ ಅವರ ನೈಜ ಘಟನೆಗಳನ್ನು ಆಧಾರವಾಗಿ ಇಟ್ಟುಕೊಂಡು ಈ ನಾಟಕವನ್ನು ಸಿದ್ಧಪಡಿಸಲಾಗಿದೆ. ಅವರ ಹೋರಾಟ, ಸಿದ್ಧಾಂತ ಮತ್ತು ರಾಷ್ಟ್ರಪ್ರೇಮದ ಹಲವು ಮಜಲುಗಳನ್ನು ನಾಟಕ ಅನಾವರಣಗೊಳಿಸುತ್ತದೆ ಎಂದರು. [955,2092,1232,2173]
bold-lead: ಸಾಮಾಜಿಕ ಜಾಲತಾಣಗಳಲ್ಲಿ ವ್ಯಾಪಕ ಚರ್ಚೆ: [1135,1524,1321,1539]
body-paragraph: ಮುಂದಿನ ದಿನಗಳಲ್ಲಿ ಇಂತಹ ಚಟುವಟಿಕೆಗಳು ಕಂಡುಬಂದರೆ ಕಠಿಣ ಕ್ರಮ ಕೈಗೊಳ್ಳುವುದಾಗಿ ಪೊಲೀಸ್ ಅಧಿಕಾರಿಗಳು ಎಚ್ಚರಿಕೆ ನೀಡಿದ್ದಾರೆ. [20,1660,331,1692]
body-paragraph: ಫೆ.27 ರಿಂದ ಮಾರ್ಚ್ 3ರ ವರೆಗೆ ನಡೆಯುವ ಜಾತ್ರಾ ಮಹೋತ್ಸವಕ್ಕೆ ಸುತ್ತಮುತ್ತಲಿನ ಗ್ರಾಮಗಳಿಂದ ಸಾವಿರಾರು ಭಕ್ತರು ಆಗಮಿಸಲಿದ್ದಾರೆ. ಬೆಟ್ಟದ ಸುತ್ತ ವಿಶೇಷ ಪೂಜಾ ಕಾರ್ಯಕ್ರಮಗಳು ನಡೆಯಲಿವೆ. [346,965,795,1100]
bottom-column-c [625,1223,906,1802]
body-paragraph: ರೈಲ್ವೆ ಇಲಾಖೆಗೆ 7,800 ಕೋಟಿ ರೂ. ಮೀಸಲಿಡಲಾಗಿದ್ದು, ಮೊದಲ ಹಂತಕ್ಕೆ 2,093 ಕೋಟಿ ರೂ. ಬಿಡುಗಡೆಯಾಗಿದೆ. ಇದರಿಂದ ಪ್ರಯಾಣದ ಅವಧಿ ಎರಡೂವರೆ ಗಂಟೆಗೆ ಇಳಿಯಲಿದೆ ಎಂದು ಅಧಿಕಾರಿಗಳು ಮಾಹಿತಿ ನೀಡಿದ್ದಾರೆ. [350,1645,607,1710]
body-paragraph: ಶಾಲಾ ಆವರಣದಲ್ಲಿ ಸಸಿ ನೆಡುವ ಮೂಲಕ ಕಾರ್ಯಕ್ರಮಕ್ಕೆ ಚಾಲನೆ ನೀಡಲಾಯಿತು. ಉತ್ತಮ ಶಿಕ್ಷಣ, ಕ್ರೀಡೆ, ಸಂಸ್ಕೃತಿ ಮತ್ತು ಸಮಾನತೆ ಕಲಿಸುವ ಶಾಲೆಗಳು ಸಮಾಜದ ಆಸ್ತಿ ಎಂದರು. [811,740,955,821]
column-rule [1082,104,1083,537]
headline-ramabai-nataka: ಮಾತೋಶ್ರೀ ರಮಾಬಾಯಿ ಅಂಬೇಡ್ಕರ ನಾಟಕ ಫೆ.28ಕ್ಕೆ [53,698,305,749]
headline-bhavishya: ಭವಿಷ್ಯ ರೂಪಿಸುವ ತಾಣ [811,583,1220,645]
bottom-section-rule [20,1216,1521,1218]
subhead-hosa-rules: ಹೊಸ ರೂಲ್ಸ್ [715,1683,816,1709]
body-paragraph: ವಾಡಿ: ಡಾ| ಬಾಬಾಸಾಹೇಬ ಅಂಬೇಡ್ಕರ ಅವರ ಸಂಘರ್ಷಮಯ ಹೋರಾಟದ ಜೀವನಕ್ಕೆ ಬೆನ್ನೆಲುಬಾಗಿ ನಿಂತ ಮಹಾ ಮಾತೆ ತ್ಯಾಗಮೂರ್ತಿ ಮಾತೋಶ್ರೀ ರಮಾಬಾಯಿ ಅಂಬೇಡ್ಕರ ಅವರ 128ನೇ ಜಯಂತಿಯ ನಿಮಿತ್ತ ಪಿ.ಎಂ,ಕೆ ಫ್ಯಾನ್ ಕ್ಲಬ್ ವತಿಯಿಂದ ಪಟ್ಟಣದ ಡಾ. ಅಂಬೇಡ್ಕರ ಭವನದಲ್ಲಿ ಫೆ.28 ರಂದು ಸಂಜೆ 'ಮಾತೋಶ್ರೀ ರಮಾಬಾಯಿ ಅಂಬೇಡ್ಕರ' ನಾಟಕ ಪ್ರದರ್ಶನ ಹಮ್ಮಿಕೊಳ್ಳಲಾಗಿದೆ. [30,755,328,854]
article-dharmasthala [20,104,337,1256]
body-paragraph: ರಾಣೇಬೆನ್ನೂರು: ಮುರಡಿಯ ಗುರುಗಳ ವಚನದ ಪಾಠ ಶಾಲೆ ಕೇವಲ ಕಟ್ಟಡವಲ್ಲ; ಅದು ಮಕ್ಕಳ ಭವಿಷ್ಯ ರೂಪಿಸುವ ತಾಣ ಎಂದು ಶಿಕ್ಷಣ ಪ್ರೇಮಿಗಳು ಅಭಿಪ್ರಾಯಪಟ್ಟರು. [1046,880,1269,928]
column-rule [340,1222,341,2395]
body-paragraph: ಒಂದು ವಾರದ ಬಳಿಕ ಬಯಲಾಗುತ್ತೆ ರಹಸ್ಯ: ದೂರು ಹಿನ್ನೆಲೆ ದಾಖಲಿಸಿದ ಪೊಲೀಸರು ಪ್ರಕರಣವನ್ನು ಗಂಭೀರವಾಗಿ ಪರಿಗಣಿಸಿ ತನಿಖೆ ಕೈಗೊಂಡಿದ್ದಾರೆ. ವಿಧಿವಿಜ್ಞಾನ ವರದಿ ಬಂದ ಬಳಿಕ ಸತ್ಯ ಹೊರಬೀಳಲಿದೆ ಎಂದು ಹೇಳಲಾಗಿದೆ. [350,1297,607,1362]
body-paragraph: ಈ ಬೆಳವಣಿಗೆಗಳ ಬೆನ್ನಲ್ಲೇ ಉಪಮುಖ್ಯಮಂತ್ರಿ ಡಿ.ಕೆ. ಶಿವಕುಮಾರ್ ದೆಹಲಿ ಪ್ರವಾಸ ಮೊಟಕುಗೊಳಿಸಿ ಬೆಂಗಳೂರಿಗೆ ಮರಳಿದ್ದಾರೆ. ವರಿಷ್ಠರ ಭೇಟಿ ಕುರಿತು ಪ್ರತಿಕ್ರಿಯೆ ನೀಡಲು ಅವರು ನಿರಾಕರಿಸಿದರು. [625,1416,906,1464]
continuation-header: ಮೊದಲನೆ ಪುಟದಿಂದ ... [350,1223,524,1254]
page-number: 2 [67,2,107,90]
logo-underline [350,45,698,49]
headline-dharmasthala: ಶ್ರೀ ಕ್ಷೇತ್ರ ಧರ್ಮಸ್ಥಳ ಗ್ರಾಮಾಭಿವೃದ್ಧಿ ಯೋಜನೆಯ ಕಾರ್ಯ ಶ್ಲಾಘನೀಯ [32,115,326,178]
kicker-hakkupatra: ಶಿವಾನಂದನಗರದ ಫಲಾನುಭವಿಗಳಿಗೆ ಹಕ್ಕು ಪತ್ರ ವಿತರಣೆ [346,104,723,128]
press-trust-banner: SHIVAMOGGA PRESS TRUST [1077,1759,1425,1796]
body-paragraph: ನಾಟಕ ಪ್ರದರ್ಶನದ ಅಧ್ಯಕ್ಷತೆಯನ್ನು ಕೆ.ಎಸ್. ಈಶ್ವರಪ್ಪ ವಹಿಸಲಿದ್ದಾರೆ. ಈ ನಾಟಕಕ್ಕೆ ಸಾರ್ವಜನಿಕರಿಗೆ ಪ್ರವೇಶ ಉಚಿತವಾಗಿದೆ. ಆದರೆ, ಗೌರವ ಪ್ರವೇಶ ಪತ್ರವನ್ನು ನೀಡಲಾಗುವುದು. ಆದ್ದರಿಂದ ರಂಗ ಪ್ರೇಮಿಗಳು ಗೌರವ ಪ್ರವೇಶ ಪಡೆದು ಪ್ರದರ್ಶನಕ್ಕೆ 10 ನಿಮಿಷ ಮುಂಚೆಯೇ ಆಗಮಿಸಬೇಕು ಎಂದು ಮನವಿ ಮಾಡಿದರು. [1243,2022,1520,2104]
body-paragraph: ಕಳೆದ ಹಲವು ದಿನಗಳಿಂದ ನಗರದಲ್ಲಿ ನಡೆಯುತ್ತಿದ್ದ ಅಕ್ರಮ ದಂಧೆಗಳ ವಿರುದ್ಧ ಪೊಲೀಸರು ಸಮರ ಸಾರಿದ್ದಾರೆ. ಜೂಜು, ಮಟ್ಕಾ ಅಡ್ಡೆಗಳ ಮೇಲೆ ದಾಳಿ ನಡೆಸಿ ಹಲವರನ್ನು ವಶಕ್ಕೆ ಪಡೆದಿದ್ದಾರೆ. [20,1608,331,1656]
body-paragraph: ಜೆಡಿಎಸ್ ಜಿಲ್ಲಾಧ್ಯಕ್ಷ ಮಂಜುನಾಥ ಗೌಡಶಿವಣ್ಣನವರ ಮಾತನಾಡಿ, ಮಾತೋಶ್ರೀ ಹೇಮಾವತಿ ಅಮ್ಮನವರ ಆಶಯದಂತೆ ಹಾಗೂ ಪೂಜ್ಯ ವೀರೇಂದ್ರ ಹೆಗ್ಗಡೆ ಅವರ ಮಾರ್ಗದರ್ಶನದಲ್ಲಿ ಯೋಜನೆಯು ಜಿಲ್ಲೆಯ ಸಾವಿರಾರು ಕುಟುಂಬಗಳಿಗೆ ನೆರವಾಗಿದೆ ಎಂದು ಶ್ಲಾಘಿಸಿದರು. [30,570,328,635]
body-paragraph: ಭಾನುವಾರದವರೆಗೆ ನಡೆದ ಪ್ರತಿಭಟನೆಯಲ್ಲಿ ಕೆಲಸ ಸ್ಥಗಿತಗೊಂಡಿದ್ದು, ಸಮಸ್ಯೆ ಬಗೆಹರಿಸುವಂತೆ ಮುಖ್ಯಮಂತ್ರಿಗಳಿಗೆ ಮನವಿ ಸಲ್ಲಿಸಲಾಗಿದೆ. [625,1591,906,1622]
body-paragraph: ವ್ಯಕ್ತಪಡಿಸಿದ್ದಾರೆ. ಈ ಅಂಶಗಳು ಸಾವಿನ ಕುರಿತು ಇನ್ನಷ್ಟು ಅನುಮಾನಕ್ಕೆ ಕಾರಣವಾಗಿವೆ ಎಂದು ತಿಳಿಸಿದ್ದಾರೆ. [20,1363,331,1394]
body-paragraph: ಪತಿಯ ಸಾವಿನ ನಂತರ ಮತ್ತೊಂದು ಮದುವೆಯಾದ ಪತ್ನಿಯ ಪ್ರಕರಣ ಗ್ರಾಮದಲ್ಲಿ ಭಾರಿ ಚರ್ಚೆಗೆ ಗ್ರಾಸವಾಗಿದ್ದು, ಆಸ್ತಿ ವಿವಾದ ಪೊಲೀಸ್ ಠಾಣೆ ಮೆಟ್ಟಿಲೇರಿದೆ. [20,1730,331,1778]
body-paragraph: ಆಕ್ರಮಣದ ಹೊಣೆಯನ್ನು ಯಾವುದೇ ಸಂಘಟನೆ ಹೊತ್ತಿಲ್ಲ. ಘಟನಾ ಸ್ಥಳಕ್ಕೆ ಭದ್ರತಾ ಪಡೆಗಳು ಧಾವಿಸಿದ್ದು, ಗಾಯಾಳುಗಳನ್ನು ಆಸ್ಪತ್ರೆಗೆ ದಾಖಲಿಸಲಾಗಿದೆ. [20,1537,331,1569]
body-paragraph: ಹಿಂದೂ ಸಂಗಮದ ಮೂಲಕ ರಾಜ್ಯ ಪ್ರವಾಸ ಆರಂಭಿಸಿರುವ ಅವರು, ಉತ್ತರ ಕನ್ನಡ ಜಿಲ್ಲೆಯ ವಿವಿಧೆಡೆ ಕಾರ್ಯಕ್ರಮಗಳಲ್ಲಿ ಭಾಗವಹಿಸುತ್ತಿದ್ದಾರೆ. ಇದು 2ನೇ ಇನ್ನಿಂಗ್ಸ್‌ನ ತಯಾರಿ ಎಂದು ವಿಶ್ಲೇಷಿಸಲಾಗುತ್ತಿದೆ. [924,1432,1125,1514]
headline-kallu: ಕಲ್ಲು ಹೊಡೆಯಬೇಡಿ [93,1243,258,1271]
subhead-dkshi: ಡಿಕೆಶಿ ಬೆಂಗಳೂರು! [697,1385,834,1411]
body-paragraph: ಹೈಕಮಾಂಡ್ ಮೇಲೆ ಒತ್ತಡ ಹೇರುವ ತಂತ್ರ: ಸಭೆಯಲ್ಲಿ ಮುಂದಿನ ರಾಜಕೀಯ ಹೆಜ್ಜೆಗಳ ಕುರಿತು ವಿಶ್ಲೇಷಣಾತ್ಮಕ ಚರ್ಚೆ ನಡೆದಿದ್ದು, ಹೈಕಮಾಂಡ್ ಮೇಲೆ ಒತ್ತಡ ಹೇರುವ ತಂತ್ರಗಾರಿಕೆ ರೂಪಿಸಲಾಗುತ್ತಿದೆ ಎನ್ನಲಾಗಿದೆ. [625,1312,906,1377]
palm-sun-icon [476,1,523,41]
body-paragraph: ಶಾಲಾ ಆವರಣದಲ್ಲಿ ಸಸಿ ನೆಡುವ ಮೂಲಕ ಕಾರ್ಯಕ್ರಮಕ್ಕೆ ಚಾಲನೆ ನೀಡಲಾಯಿತು. ಉತ್ತಮ ಶಿಕ್ಷಣ, ಕ್ರೀಡೆ, ಸಂಸ್ಕೃತಿ ಮತ್ತು ಸಮಾನತೆ ಕಲಿಸುವ ಶಾಲೆಗಳು ಸಮಾಜದ ಆಸ್ತಿ ಎಂದರು. [1046,933,1269,998]
body-paragraph: ಒಂದು ಸಂಗತಿ ಕಾರ್ಯಕ್ರಮದ ಮೂಲಕ ಒಂದು ಹೆಜ್ಜೆ ಮುಂದೆ ಇಟ್ಟಿರುವ ಹೆಗಡೆ ಅವರ ನಡೆ ಕುತೂಹಲ ಮೂಡಿಸಿದೆ. ಪಕ್ಷದ ವೇದಿಕೆಗಳಿಂದ ದೂರ ಉಳಿದಿದ್ದ ಅವರು ಇದೀಗ ಸಾರ್ವಜನಿಕ ಕಾರ್ಯಕ್ರಮಗಳಲ್ಲಿ ಮತ್ತೆ ಕಾಣಿಸಿಕೊಳ್ಳುತ್ತಿದ್ದಾರೆ. [1330,1363,1513,1444]
